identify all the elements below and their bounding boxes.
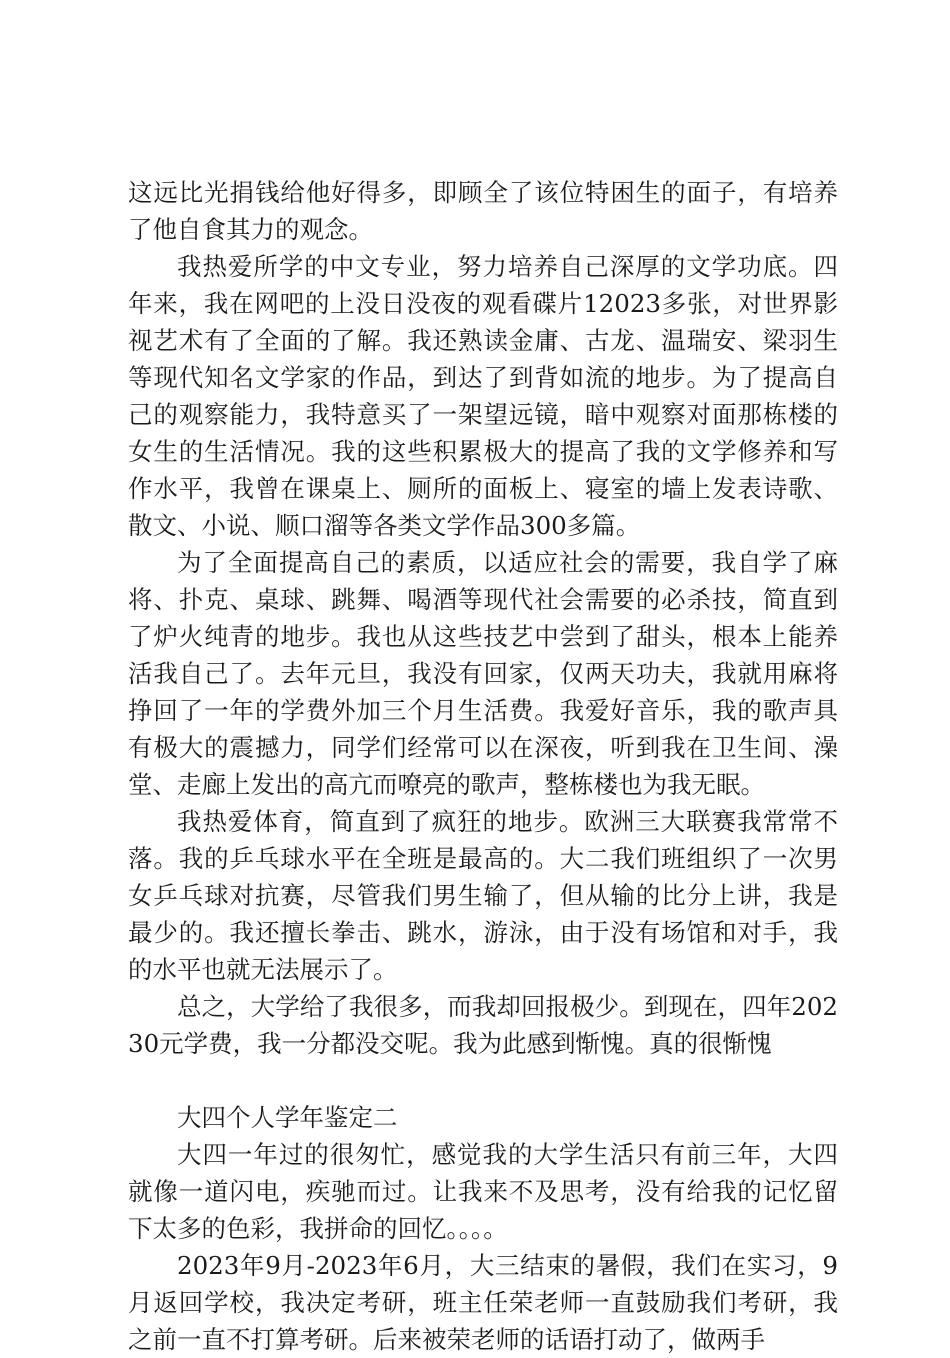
paragraph-internship: 2023年9月-2023年6月，大三结束的暑假，我们在实习，9月返回学校，我决定考研，班主任荣老师一直鼓励我们考研，我之前一直不打算考研。后来被荣老师的话语打动了，做两手 (128, 1251, 838, 1354)
paragraph-sports: 我热爱体育，简直到了疯狂的地步。欧洲三大联赛我常常不落。我的乒乓球水平在全班是最高的。大二我们班组织了一次男女乒乓球对抗赛，尽管我们男生输了，但从输的比分上讲，我是最少的。我还擅长拳击、跳水，游泳，由于没有场馆和对手，我的水平也就无法展示了。 (128, 807, 838, 984)
paragraph-self-study: 为了全面提高自己的素质，以适应社会的需要，我自学了麻将、扑克、桌球、跳舞、喝酒等现代社会需要的必杀技，简直到了炉火纯青的地步。我也从这些技艺中尝到了甜头，根本上能养活我自己了。去年元旦，我没有回家，仅两天功夫，我就用麻将挣回了一年的学费外加三个月生活费。我爱好音乐，我的歌声具有极大的震撼力，同学们经常可以在深夜，听到我在卫生间、澡堂、走廊上发出的高亢而嘹亮的歌声，整栋楼也为我无眠。 (128, 548, 838, 799)
paragraph-continuation: 这远比光捐钱给他好得多，即顾全了该位特困生的面子，有培养了他自食其力的观念。 (128, 178, 838, 244)
section-spacer (128, 1062, 838, 1099)
paragraph-senior-year: 大四一年过的很匆忙，感觉我的大学生活只有前三年，大四就像一道闪电，疾驰而过。让我来不及思考，没有给我的记忆留下太多的色彩，我拼命的回忆。。。。 (128, 1140, 838, 1243)
document-page (128, 174, 838, 1358)
section-title: 大四个人学年鉴定二 (177, 1103, 398, 1132)
paragraph-chinese-major: 我热爱所学的中文专业，努力培养自己深厚的文学功底。四年来，我在网吧的上没日没夜的观看碟片12023多张，对世界影视艺术有了全面的了解。我还熟读金庸、古龙、温瑞安、梁羽生等现代知名文学家的作品，到达了到背如流的地步。为了提高自己的观察能力，我特意买了一架望远镜，暗中观察对面那栋楼的女生的生活情况。我的这些积累极大的提高了我的文学修养和写作水平，我曾在课桌上、厕所的面板上、寝室的墙上发表诗歌、散文、小说、顺口溜等各类文学作品300多篇。 (128, 252, 838, 540)
paragraph-conclusion: 总之，大学给了我很多，而我却回报极少。到现在，四年20230元学费，我一分都没交呢。我为此感到惭愧。真的很惭愧 (128, 992, 838, 1058)
